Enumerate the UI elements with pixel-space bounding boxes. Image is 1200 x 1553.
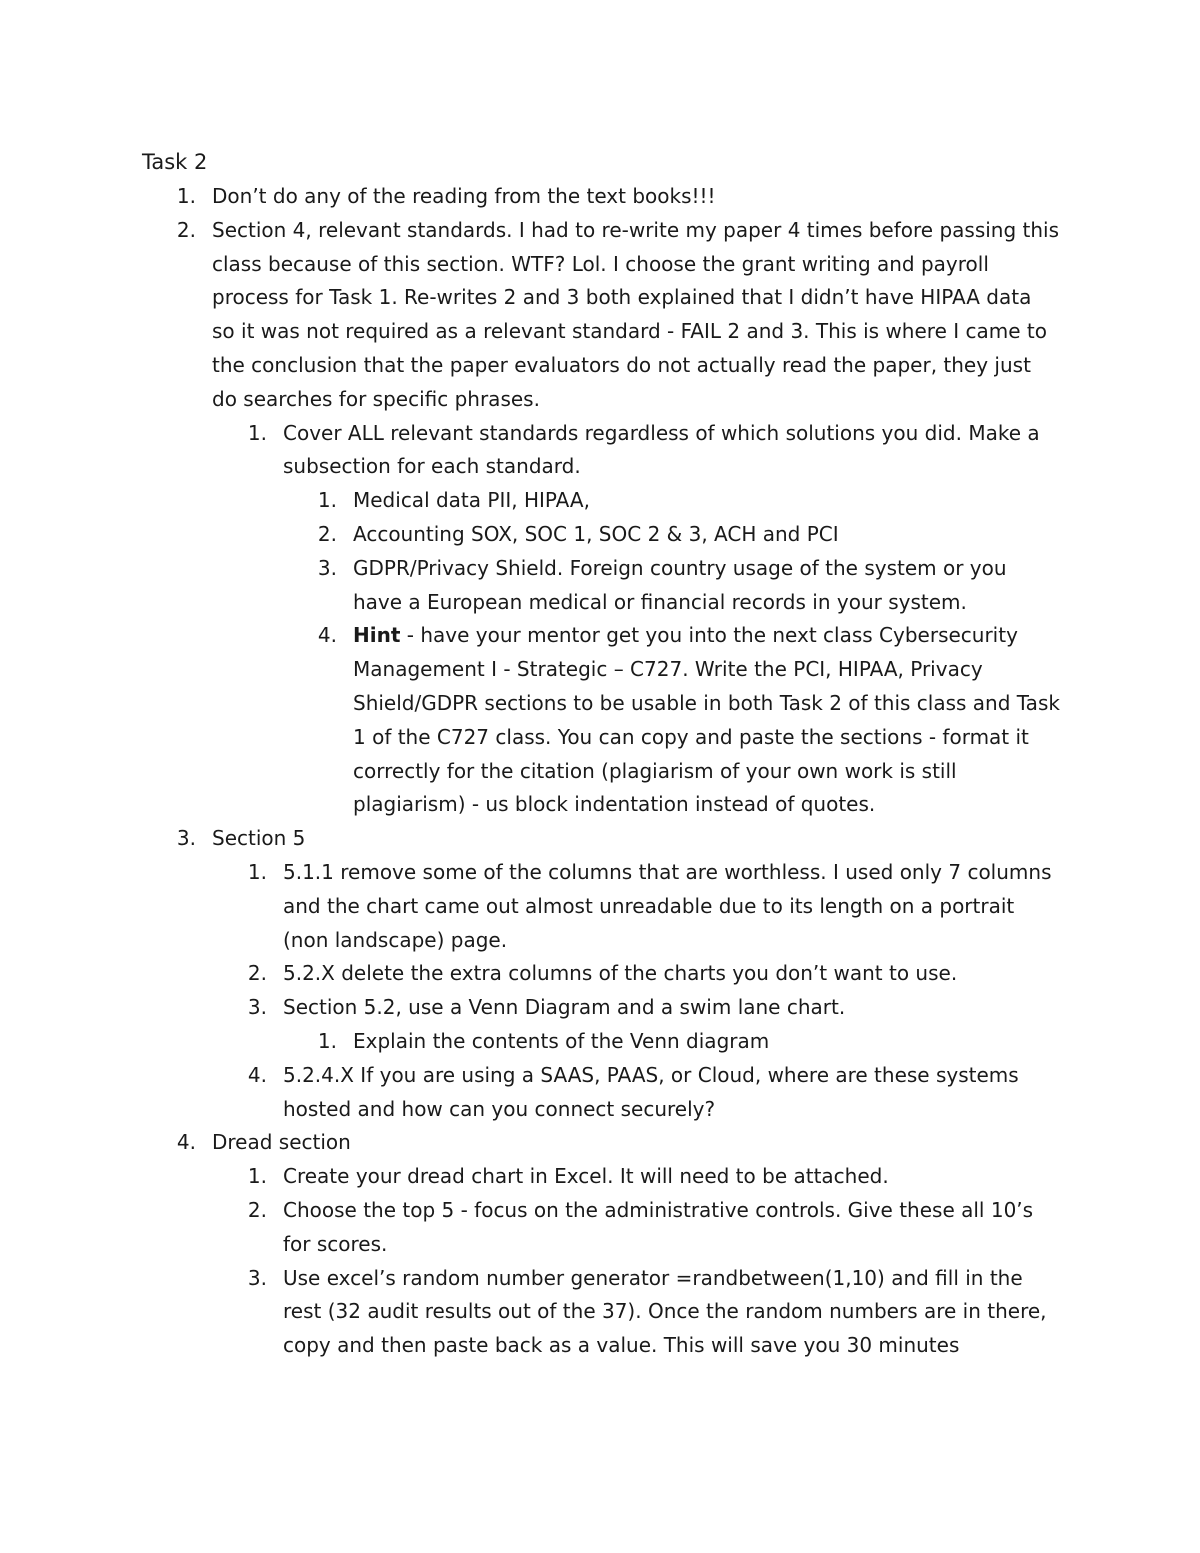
list-item-text: Create your dread chart in Excel. It will need to be attached.: [283, 1164, 889, 1189]
list-item: [0, 957, 1060, 991]
list-item: [0, 1160, 1060, 1194]
list-item: [0, 1126, 1060, 1160]
list-item: [0, 991, 1060, 1025]
list-item: [0, 619, 1060, 822]
list-number: 1.: [176, 184, 196, 208]
list-number: 1.: [247, 1164, 267, 1189]
list-item-text: 5.2.4.X If you are using a SAAS, PAAS, or Cloud, where are these systems hosted and how can you connect securely?: [283, 1062, 1019, 1121]
list-item-text: - have your mentor get you into the next class Cybersecurity Management I - Strategic – C727. Write the PCI, HIPAA, Privacy Shield/GDPR sections to be usable in both Task 2 of this class and Task 1 of the C727 class. You can copy and paste the sections - format it correctly for the citation (plagiarism of your own work is still plagiarism) - us block indentation instead of quotes.: [353, 623, 1060, 817]
list-item: [0, 214, 1060, 417]
list-number: 1.: [317, 1028, 337, 1053]
list-number: 4.: [317, 623, 337, 648]
list-item: [0, 180, 1060, 214]
list-item: [0, 518, 1060, 552]
list-item-text: Choose the top 5 - focus on the administrative controls. Give these all 10’s for scores.: [283, 1197, 1034, 1256]
list-item: [0, 1025, 1060, 1059]
list-item-text: Use excel’s random number generator =randbetween(1,10) and fill in the rest (32 audit results out of the 37). Once the random numbers are in there, copy and then paste back as a value. This will save you 30 minutes: [283, 1265, 1047, 1358]
list-number: 1.: [247, 420, 267, 445]
list-item: [0, 552, 1060, 620]
document-list: [0, 180, 1200, 1363]
list-number: 2.: [176, 217, 196, 242]
list-number: 1.: [317, 488, 337, 513]
list-item-text: Section 4, relevant standards. I had to re-write my paper 4 times before passing this class because of this section. WTF? Lol. I choose the grant writing and payroll process for Task 1. Re-writes 2 and 3 both explained that I didn’t have HIPAA data so it was not required as a relevant standard - FAIL 2 and 3. This is where I came to the conclusion that the paper evaluators do not actually read the paper, they just do searches for specific phrases.: [212, 217, 1060, 411]
list-item: [0, 822, 1060, 856]
list-item-text: Dread section: [212, 1130, 351, 1155]
hint-label: Hint: [353, 623, 401, 648]
list-number: 4.: [176, 1130, 196, 1155]
list-item-text: Don’t do any of the reading from the text books!!!: [212, 184, 716, 208]
list-number: 4.: [247, 1062, 267, 1087]
list-number: 3.: [247, 1265, 267, 1290]
list-number: 3.: [317, 555, 337, 580]
list-number: 3.: [176, 826, 196, 851]
list-item-text: Section 5.2, use a Venn Diagram and a swim lane chart.: [283, 995, 846, 1020]
list-item: [0, 484, 1060, 518]
list-item: [0, 1194, 1060, 1262]
list-item: [0, 417, 1060, 485]
list-item: [0, 856, 1060, 957]
list-item: [0, 1059, 1060, 1127]
list-item-text: Accounting SOX, SOC 1, SOC 2 & 3, ACH and PCI: [353, 521, 839, 546]
list-item-text: 5.1.1 remove some of the columns that are worthless. I used only 7 columns and the chart came out almost unreadable due to its length on a portrait (non landscape) page.: [283, 859, 1052, 952]
list-item-text: Cover ALL relevant standards regardless of which solutions you did. Make a subsection for each standard.: [283, 420, 1040, 479]
list-item-text: 5.2.X delete the extra columns of the charts you don’t want to use.: [283, 961, 958, 986]
list-number: 2.: [317, 521, 337, 546]
list-item-text: Medical data PII, HIPAA,: [353, 488, 590, 513]
list-number: 2.: [247, 1197, 267, 1222]
list-number: 1.: [247, 859, 267, 884]
list-item-text: GDPR/Privacy Shield. Foreign country usage of the system or you have a European medical or financial records in your system.: [353, 555, 1007, 614]
list-item-text: Explain the contents of the Venn diagram: [353, 1028, 770, 1053]
list-number: 3.: [247, 995, 267, 1020]
list-item: [0, 1262, 1060, 1363]
list-number: 2.: [247, 961, 267, 986]
document-title: Task 2: [142, 150, 208, 174]
list-item-text: Section 5: [212, 826, 306, 851]
